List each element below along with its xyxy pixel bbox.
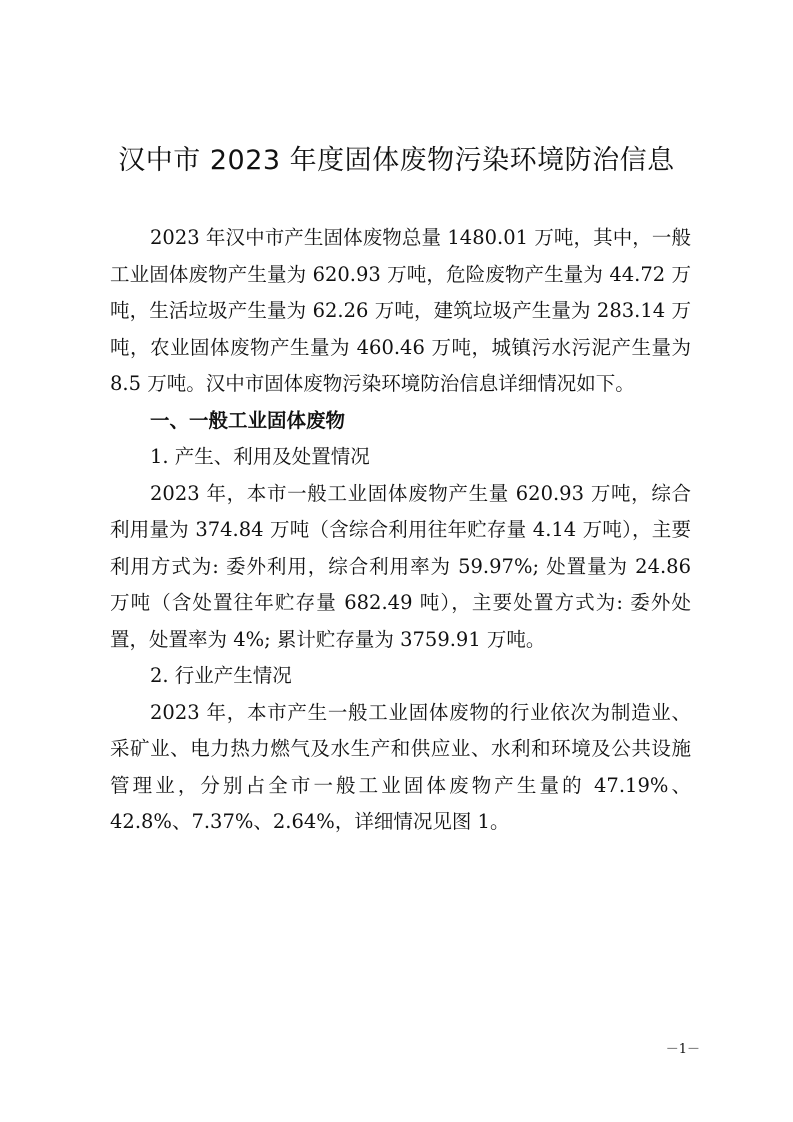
page-number: －1－ (665, 1042, 700, 1057)
intro-paragraph: 2023 年汉中市产生固体废物总量 1480.01 万吨，其中，一般工业固体废物产生量为 620.93 万吨，危险废物产生量为 44.72 万吨，生活垃圾产生量为 62.26 万吨，建筑垃圾产生量为 283.14 万吨，农业固体废物产生量为 460.46 万吨，城镇污水污泥产生量为 8.5 万吨。汉中市固体废物污染环境防治信息详细情况如下。 (110, 226, 691, 395)
document-body (110, 220, 691, 841)
generation-utilization-paragraph: 2023 年，本市一般工业固体废物产生量 620.93 万吨，综合利用量为 374.84 万吨（含综合利用往年贮存量 4.14 万吨），主要利用方式为: 委外利用，综合利用率为 59.97%; 处置量为 24.86 万吨（含处置往年贮存量 682.49 吨），主要处置方式为: 委外处置，处置率为 4%; 累计贮存量为 3759.91 万吨。 (110, 481, 691, 651)
document-title: 汉中市 2023 年度固体废物污染环境防治信息 (118, 145, 675, 176)
industry-generation-paragraph: 2023 年，本市产生一般工业固体废物的行业依次为制造业、采矿业、电力热力燃气及水生产和供应业、水利和环境及公共设施管理业，分别占全市一般工业固体废物产生量的 47.19%、42.8%、7.37%、2.64%，详细情况见图 1。 (110, 700, 691, 833)
section-heading-industrial-waste: 一、一般工业固体废物 (150, 408, 346, 432)
subsection-heading-industry-generation: 2. 行业产生情况 (150, 664, 292, 687)
subsection-heading-generation-utilization: 1. 产生、利用及处置情况 (150, 445, 370, 468)
